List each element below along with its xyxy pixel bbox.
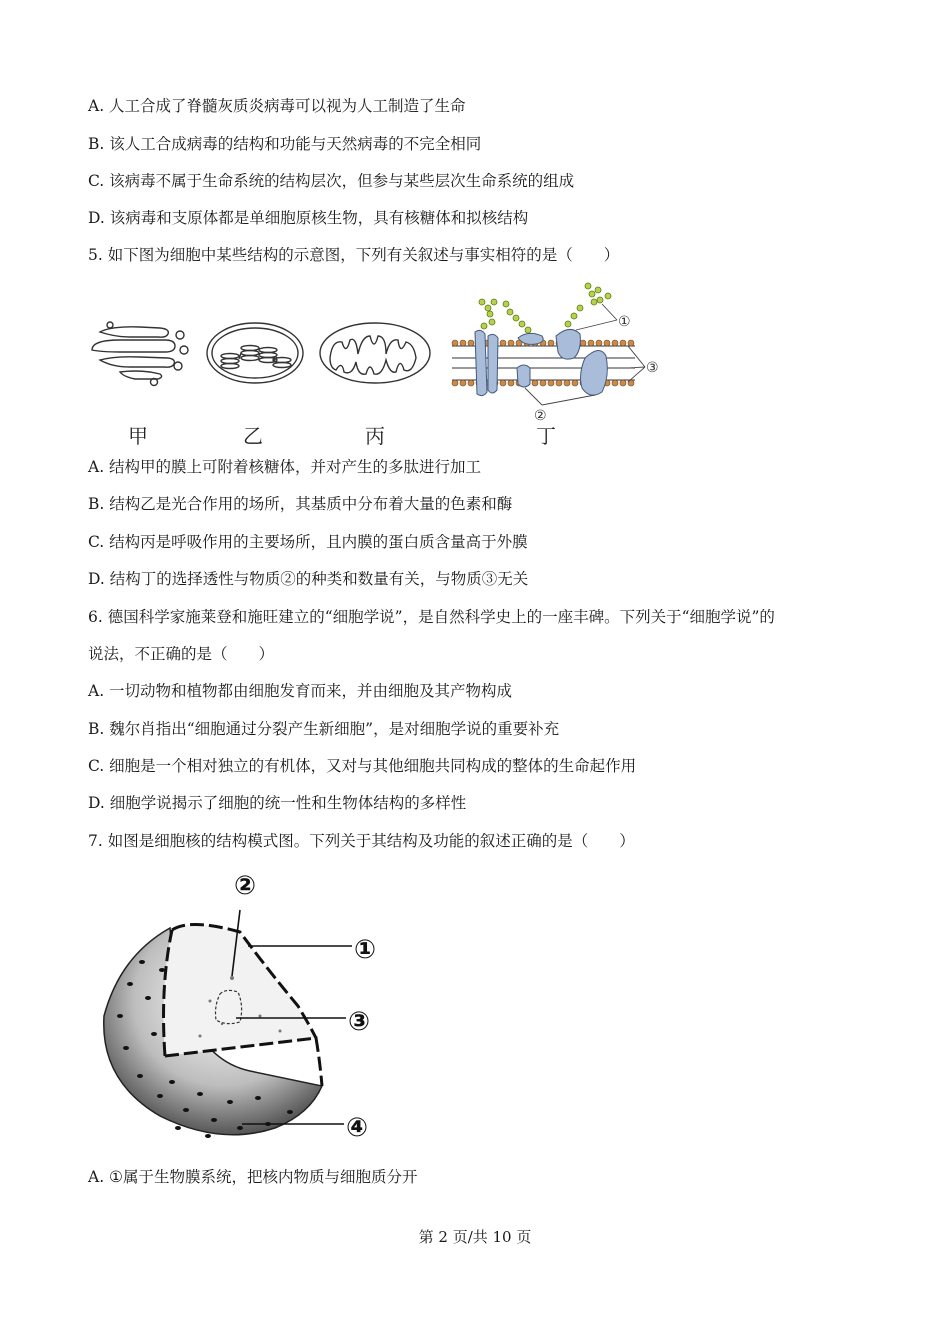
cell-membrane-drawing — [452, 283, 645, 405]
q5-stem: 5. 如下图为细胞中某些结构的示意图，下列有关叙述与事实相符的是（ ） — [88, 246, 620, 264]
golgi-drawing — [92, 322, 188, 386]
q4-option-a: A. 人工合成了脊髓灰质炎病毒可以视为人工制造了生命 — [88, 97, 466, 115]
mitochondrion-drawing — [320, 323, 430, 383]
nucleus-callout-2: ② — [234, 871, 257, 901]
q5-option-a: A. 结构甲的膜上可附着核糖体，并对产生的多肽进行加工 — [88, 458, 482, 476]
q5-option-c: C. 结构丙是呼吸作用的主要场所，且内膜的蛋白质含量高于外膜 — [88, 533, 528, 551]
q6-option-c: C. 细胞是一个相对独立的有机体，又对与其他细胞共同构成的整体的生命起作用 — [88, 757, 637, 775]
q5-option-d: D. 结构丁的选择透性与物质②的种类和数量有关，与物质③无关 — [88, 570, 529, 588]
nucleus-drawing — [104, 910, 352, 1138]
membrane-callout-3: ③ — [646, 360, 659, 376]
figure-label-ding: 丁 — [536, 424, 556, 448]
q6-option-a: A. 一切动物和植物都由细胞发育而来，并由细胞及其产物构成 — [88, 682, 513, 700]
q7-figure — [90, 866, 400, 1146]
q4-option-b: B. 该人工合成病毒的结构和功能与天然病毒的不完全相同 — [88, 135, 482, 153]
figure-label-yi: 乙 — [243, 424, 263, 448]
figure-label-jia: 甲 — [128, 424, 148, 448]
q7-option-a: A. ①属于生物膜系统，把核内物质与细胞质分开 — [88, 1168, 418, 1186]
q7-stem: 7. 如图是细胞核的结构模式图。下列关于其结构及功能的叙述正确的是（ ） — [88, 832, 635, 850]
q6-stem-line-2: 说法，不正确的是（ ） — [88, 645, 275, 663]
nucleus-diagram — [90, 866, 400, 1146]
membrane-callout-2: ② — [534, 408, 547, 424]
q6-option-d: D. 细胞学说揭示了细胞的统一性和生物体结构的多样性 — [88, 794, 467, 812]
q5-option-b: B. 结构乙是光合作用的场所，其基质中分布着大量的色素和酶 — [88, 495, 513, 513]
figure-label-bing: 丙 — [365, 424, 385, 448]
membrane-callout-1: ① — [618, 314, 631, 330]
q4-option-c: C. 该病毒不属于生命系统的结构层次，但参与某些层次生命系统的组成 — [88, 172, 575, 190]
chloroplast-drawing — [207, 323, 303, 383]
q6-stem-line-1: 6. 德国科学家施莱登和施旺建立的“细胞学说”，是自然科学史上的一座丰碑。下列关于“细胞学说”的 — [88, 608, 775, 626]
nucleus-callout-1: ① — [354, 935, 377, 965]
q6-option-b: B. 魏尔肖指出“细胞通过分裂产生新细胞”，是对细胞学说的重要补充 — [88, 720, 560, 738]
q5-figure — [80, 280, 680, 450]
nucleus-callout-4: ④ — [346, 1113, 369, 1143]
nucleus-callout-3: ③ — [348, 1007, 371, 1037]
page-footer: 第 2 页/共 10 页 — [418, 1228, 532, 1246]
q4-option-d: D. 该病毒和支原体都是单细胞原核生物，具有核糖体和拟核结构 — [88, 209, 529, 227]
